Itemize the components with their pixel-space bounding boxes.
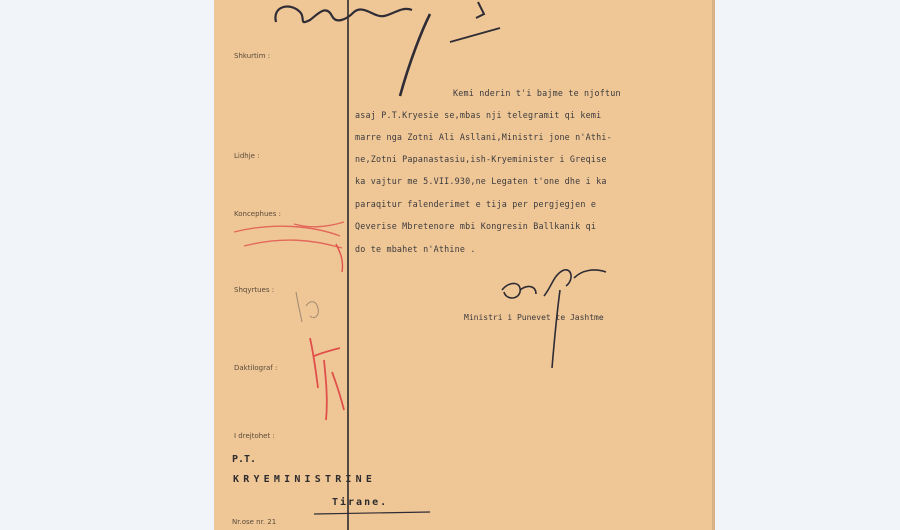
body-line: marre nga Zotni Ali Asllani,Ministri jone n'Athi- [355,132,612,142]
handwriting-layer [214,0,713,530]
body-line: ka vajtur me 5.VII.930,ne Legaten t'one dhe i ka [355,176,607,186]
footer-label: Nr.ose nr. 21 [232,518,277,526]
paper-edge [712,0,715,530]
pencil-initials [296,292,318,322]
body-line: Kemi nderin t'i bajme te njoftun [453,88,621,98]
body-line: asaj P.T.Kryesie se,mbas nji telegramit qi kemi [355,110,602,120]
red-scribble-1 [234,222,344,248]
margin-label-daktilograf: Daktilograf : [234,364,278,372]
pen-stroke [400,14,430,96]
red-initials [310,338,344,420]
handwritten-heading [275,7,412,23]
addressee-line-2: KRYEMINISTRINE [233,474,377,485]
body-line: do te mbahet n'Athine . [355,244,476,254]
signature-title: Ministri i Punevet te Jashtme [464,313,604,322]
margin-label-drejtohet: I drejtohet : [234,432,275,440]
document-page [214,0,713,530]
addressee-line-3: Tirane. [332,497,389,508]
handwritten-mark [476,2,484,18]
body-line: Qeverise Mbretenore mbi Kongresin Ballkanik qi [355,221,597,231]
margin-label-lidhje: Lidhje : [234,152,260,160]
underline-tirane [314,512,430,514]
margin-label-konceptues: Koncephues : [234,210,281,218]
margin-label-shkurtim: Shkurtim : [234,52,271,60]
margin-label-shqyrtues: Shqyrtues : [234,286,275,294]
body-line: paraqitur falenderimet e tija per pergjegjen e [355,199,597,209]
body-line: ne,Zotni Papanastasiu,ish-Kryeminister i Greqise [355,154,607,164]
addressee-line-1: P.T. [232,454,257,465]
handwritten-underline [450,28,500,42]
